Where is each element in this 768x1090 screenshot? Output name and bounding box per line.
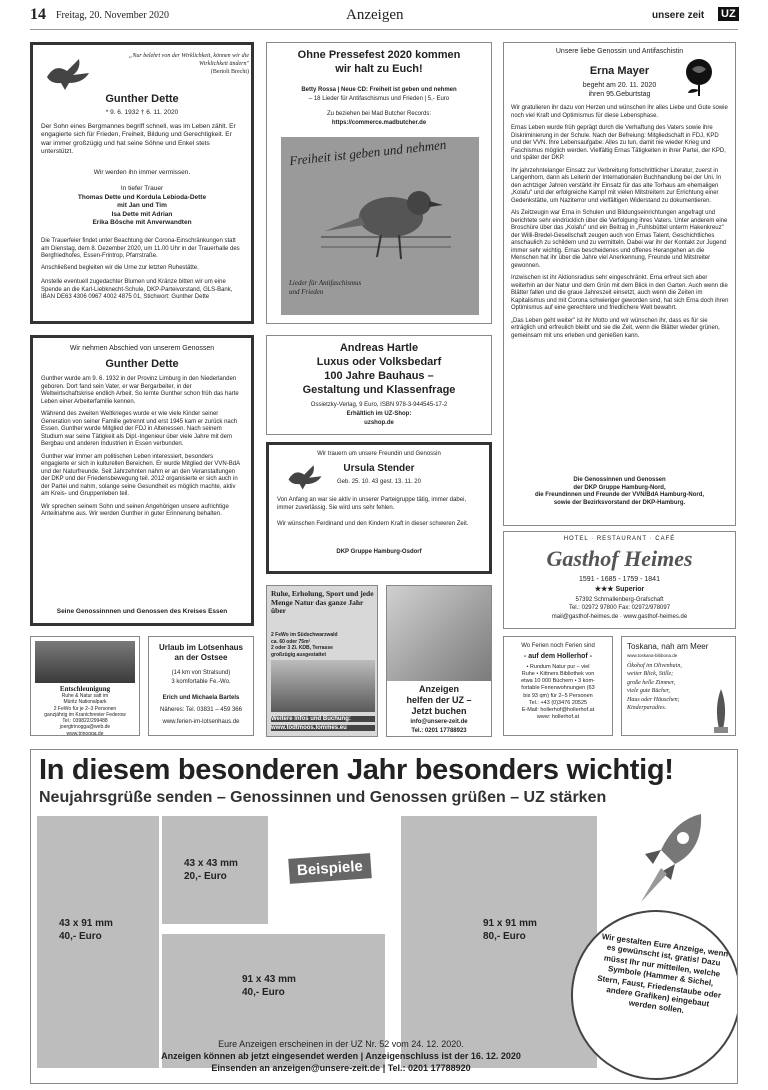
hotel-address: 57392 Schmallenberg-Grafschaft [575,597,664,603]
newspaper-photo [387,586,492,681]
ad-uz-booking [386,585,492,737]
issue-date: Freitag, 20. November 2020 [56,10,170,21]
ad-title: - auf dem Hollerhof - [523,653,593,660]
box-size: 91 x 43 mm [242,974,296,985]
rocket-icon [631,810,711,910]
book-title-3: Gestaltung und Klassenfrage [302,384,456,396]
publisher-line: Ossietzky-Verlag, 9 Euro, ISBN 978-3-944545-17-2 [310,402,448,408]
obituary-gunther-dette-family [30,42,254,324]
cypress-tree-icon [710,689,732,733]
life-dates: Geb. 25. 10. 43 gest. 13. 11. 20 [337,479,421,485]
booking-line-3: Jetzt buchen [411,706,467,716]
ad-book-hartle [266,335,492,435]
birthday-line-2: ihren 95.Geburtstag [588,91,651,98]
obituary-body: Gunther wurde am 9. 6. 1932 in der Provinz Limburg in den Niederlanden geboren. Dort fand sein Vater, er war Bergarbeiter, in der Weltwirtschaftskrise endlich Arbeit. So lernte Gunther schon früh das harte Leben einer Arbeiterfamilie kennen. Während des zweiten Weltkrieges wurde er wie viele Kinder seiner Generation von seiner Familie getrennt und erst 1945 kam er zurück nach Essen. Gunther wurde Mitglied der FDJ in Altenessen. Nach seinem Studium war seine Tätigkeit als Dipl.-Ingenieur über viele Jahre mit dem Bergbau und anderen Industrien in Essen verbunden. Gunther war immer am politischen Leben interessiert, besonders engagierte er sich in kulturellen Bereichen. Er wurde Mitglied der VVN-BdA und der Naturfreunde. Seit Jahrzehnten nahm er an den Veranstaltungen der DKP und der Friedensbewegung teil. 2012 organisierte er sich auch in der Partei und nahm, solange seine Gesundheit es möglich machte, aktiv am Kreis- und Gruppenleben teil. Wir sprechen seinem Sohn und seinen Angehörigen unsere aufrichtige Anteilnahme aus. Wir werden Gunther in guter Erinnerung behalten. [41,376,240,517]
booking-line-2: helfen der UZ – [406,695,472,705]
hotel-name: Gasthof Heimes [546,546,693,571]
ad-title-1: Urlaub im Lotsenhaus [158,643,243,652]
urn-info: Anschließend begleiten wir die Urne zur letzten Ruhestätte. [41,265,199,271]
ad-pressefest-cd [266,42,492,324]
ad-todtmoos [266,585,378,737]
donation-info: Anstelle eventuell zugedachter Blumen und Kränze bitten wir um eine Spende an die Karl-Liebknecht-Schule, DKP-Parteivorstand, GLS-Bank, IBAN DE63 4306 0967 4002 4875 01, Stichwort: Gunther Dette [41,279,233,300]
example-box-43x91 [37,816,159,1068]
hotel-years: 1591 - 1685 - 1759 - 1841 [579,576,660,583]
ad-title: Toskana, nah am Meer [627,642,709,651]
book-author: Andreas Hartle [339,342,419,354]
lake-photo [35,641,135,683]
hotel-stars: ★★★ Superior [594,586,645,593]
cd-line: Betty Rossa | Neue CD: Freiheit ist geben und nehmen [301,87,457,93]
cd-cover-image [281,137,479,315]
promo-footer [101,1038,581,1074]
box-price: 40,- Euro [242,987,285,998]
box-size: 91 x 91 mm [483,918,537,929]
greeting-signature: Die Genossinnen und Genossen der DKP Gruppe Hamburg-Nord, die Freundinnen und Freunde der VVN/BdA Hamburg-Nord, sowie der Bezirksvorstand der DKP-Hamburg. [534,477,705,506]
footer-issue: Eure Anzeigen erscheinen in der UZ Nr. 52 vom 24. 12. 2020. [218,1039,464,1049]
ad-neujahrsgruesse [30,749,738,1084]
mourning-line: In tiefer Trauer [120,185,164,192]
honoree-name: Erna Mayer [589,65,650,77]
obituary-text: Der Sohn eines Bergmannes begriff schnell, was im Leben zählt. Er engagierte sich für Frieden, Freiheit, Bildung und Gerechtigkeit. Er war immer großzügig und hat seine Söhne und Enkel stets unterstützt. [41,123,236,156]
booking-email[interactable]: info@unsere-zeit.de [410,719,468,725]
deceased-name: Gunther Dette [105,93,179,105]
ad-info: Weitere Infos und Buchung: [271,716,375,722]
ad-entschleunigung [30,636,140,736]
brecht-quote: „Nur belehrt von der Wirklichkeit, können wir die Wirklichkeit ändern" [129,53,249,67]
birthday-line-1: begeht am 20. 11. 2020 [582,82,657,89]
cover-title: Freiheit ist geben und nehmen [288,137,447,169]
cover-subtitle: Lieder für Antifaschismus und Frieden [289,279,362,297]
obituary-gunther-dette-party [30,335,254,626]
greeting-erna-mayer [503,42,736,526]
ad-toskana [621,636,736,736]
ad-details: Ruhe & Natur satt im Müritz Nationalpark 2 FeWo für je 2–3 Personen ganzjährig im Kranichrevier Federow Tel.: 039822/299488 joergtrinogga@web.de www.trinogga.de [44,693,126,736]
brand-name: unsere zeit [652,10,705,21]
ad-rooms: 3 komfortable Fe.-Wo. [171,679,231,685]
ad-details: • Rundum Natur pur – viel Ruhe • Kittners Bibliothek von etwa 10 000 Büchern • 3 kom- fortable Ferienwohnungen (63 bis 93 qm) für 2–5 Personen Tel.: +43 (0)3476 20525 E-Mail: hollerhof@hollerhof.at www: hollerhof.at [521,664,595,720]
ad-gasthof-heimes [503,531,736,629]
ad-names: Erich und Michaela Bartels [162,695,240,701]
condolence-text: Wir wünschen Ferdinand und den Kindern Kraft in dieser schweren Zeit. [277,521,469,527]
intro-line: Unsere liebe Genossin und Antifaschistin [555,48,684,55]
ad-headline: Ruhe, Erholung, Sport und jede Menge Natur das ganze Jahr über [271,589,374,616]
rose-icon [680,57,718,97]
ad-details: 2 FeWo im Südschwarzwald ca. 60 oder 75m² 2 oder 3 Zi. KDB, Terrasse großzügig ausgestattet [271,632,338,658]
ad-distance: (14 km von Stralsund) [171,670,231,676]
ad-tagline: Wo Ferien noch Ferien sind [521,643,595,649]
box-price: 20,- Euro [184,871,227,882]
ad-phone: Näheres: Tel. 03831 – 459 366 [160,707,242,713]
footer-contact[interactable]: Einsenden an anzeigen@unsere-zeit.de | Tel.: 0201 17788920 [211,1063,471,1074]
example-box-43x43 [162,816,268,924]
box-price: 80,- Euro [483,931,526,942]
ad-title: Entschleunigung [59,685,111,693]
ad-url[interactable]: www.todtmoos.lommes.eu [271,725,375,731]
book-title-2: 100 Jahre Bauhaus – [324,370,434,382]
ad-url[interactable]: www.ferien-im-lotsenhaus.de [162,719,240,725]
landscape-photo [271,660,375,712]
vendor-link[interactable]: https://commerce.madbutcher.de [331,120,427,126]
ad-details: Ökohof im Olivenhain, weiter Blick, Stille; große helle Zimmer, viele gute Bücher, Haus oder Häuschen; Kinderparadies. [627,663,682,711]
ad-lotsenhaus [148,636,254,736]
ad-hollerhof [503,636,613,736]
obituary-ursula-stender [266,442,492,574]
example-box-91x91 [401,816,597,1068]
promo-headline: In diesem besonderen Jahr besonders wichtig! [39,754,674,786]
ad-url[interactable]: www.toskana-bibbona.de [627,653,678,658]
hotel-phone: Tel.: 02972 97800 Fax: 02972/978097 [568,605,671,611]
obituary-signature: Seine Genossinnnen und Genossen des Kreises Essen [56,608,228,615]
ad-title-2: an der Ostsee [174,653,228,662]
shop-line: Erhältlich im UZ-Shop: [346,411,412,417]
section-title: Anzeigen [346,7,404,23]
shop-link[interactable]: uzshop.de [364,420,394,426]
obituary-signature: DKP Gruppe Hamburg-Osdorf [336,549,422,555]
deceased-name: Gunther Dette [105,358,179,370]
ad-title: Ohne Pressefest 2020 kommen wir halt zu Euch! [297,49,461,75]
greeting-body: Wir gratulieren ihr dazu von Herzen und wünschen ihr alles Liebe und Gute sowie noch viel Kraft und Optimismus für diese Lebensphase. Ernas Leben wurde früh geprägt durch die Verhaftung des Vaters sowie ihre Diskriminierung in der Schule. Nach der Befreiung: Mitgliedschaft in FDJ, KPD und der VVN. Ihre Lebensaufgabe: Alles zu tun, damit nie wieder Krieg und Faschismus möglich werden. Vielfältig Ernas Tätigkeiten in ihrer Partei, der KPD, und später der DKP. Ihr jahrzehntelanger Einsatz zur Verbreitung fortschrittlicher Literatur, zuerst in Langenhorn, dann als Leiterin der Internationalen Buchhandlung bei der Uni. In den achtziger Jahren verstärkt ihr Einsatz für das alte Torhaus am ehemaligen „Kolafu" und der erfolgreiche Kampf mit vielen Mitstreitern zur Errichtung einer Gedenkstätte, um Naziterror und vielfältigen Widerstand zu dokumentieren. Als Zeitzeugin war Erna in Schulen und Bildungseinrichtungen angefragt und berichtete sehr eindrücklich über die Verfolgung ihres Vaters. Unter anderem eine Broschüre über das „Kolafu" und ein Beitrag in „Fuhlsbüttel unterm Hakenkreuz" der Willi-Bredel-Gesellschaft zeugen auch von Ernas Talent, Geschichtliches anschaulich zu schildern und zu vermitteln. Dabei war ihr der Kontakt zur Jugend immer sehr wichtig. Ernas bescheidenes und offenes Herangehen an die Menschen hat ihr über die Jahre viel Anerkennung, Freunde und Mitstreiter gewonnen. Inzwischen ist ihr Aktionsradius sehr eingeschränkt. Erna erfreut sich aber weiterhin an der Natur und dem Grün mit dem Blick in den Garten. Auch wenn die Blätter fallen und die graue Jahreszeit einsetzt, auch wenn die Zeiten im Kapitalismus und mit Corona schwieriger geworden sind, hat sich Erna doch ihren Optimismus auf eine gerechtere und friedlichere Welt bewahrt. „Das Leben geht weiter" ist ihr Motto und wir wünschen ihr, dass es für sie erträglich und erfreulich bleibt und sie die Zeit, wenn die Blätter wieder grünen, gemeinsam mit uns erleben und genießen kann. [511,105,729,339]
free-design-text: Wir gestalten Eure Anzeige, wenn es gewünscht ist, gratis! Dazu müsst Ihr nur mitteilen, welche Symbole (Hammer & Sichel, Stern, Faust, Friedenstaube oder andere Grafiken) eingebaut werden sollen. [596,931,729,1016]
life-dates: * 9. 6. 1932 † 6. 11. 2020 [105,109,179,116]
footer-deadline: Anzeigen können ab jetzt eingesendet werden | Anzeigenschluss ist der 16. 12. 2020 [161,1051,521,1062]
dove-icon [45,57,91,91]
booking-line-1: Anzeigen [418,684,459,694]
mourners-list: Thomas Dette und Kordula Lebioda-Dette mit Jan und Tim Isa Dette mit Adrian Erika Bösche mit Anverwandten [77,194,207,227]
brand-logo: UZ [718,7,739,21]
remember-line: Wir werden ihn immer vermissen. [93,169,191,176]
book-title-1: Luxus oder Volksbedarf [316,356,442,368]
box-size: 43 x 43 mm [184,858,238,869]
obituary-text: Von Anfang an war sie aktiv in unserer Parteigruppe tätig, immer dabei, immer zuverlässig. Sie wird uns sehr fehlen. [277,497,467,511]
cd-desc: – 18 Lieder für Antifaschismus und Frieden | 5,- Euro [308,96,450,102]
quote-author: (Bertolt Brecht) [210,69,249,75]
bird-illustration [321,167,451,287]
intro-line: Wir trauern um unsere Freundin und Genossin [317,451,441,457]
funeral-info: Die Trauerfeier findet unter Beachtung der Corona-Einschränkungen statt am Dienstag, dem 8. Dezember 2020, um 11.00 Uhr in der Trauerhalle des Bergfriedhofes, Essen-Frintrop, Pfarrstraße. [41,238,240,259]
hotel-contact[interactable]: mail@gasthof-heimes.de · www.gasthof-heimes.de [551,614,688,620]
deceased-name: Ursula Stender [343,463,415,474]
box-price: 40,- Euro [59,931,102,942]
page-number: 14 [30,6,46,23]
promo-subline: Neujahrsgrüße senden – Genossinnen und Genossen grüßen – UZ stärken [39,789,607,806]
vendor-line: Zu beziehen bei Mad Butcher Records: [326,111,432,117]
box-size: 43 x 91 mm [59,918,113,929]
page-header [30,6,738,30]
intro-line: Wir nehmen Abschied von unserem Genossen [69,345,215,352]
examples-label: Beispiele [288,853,371,884]
booking-phone: Tel.: 0201 17788923 [411,728,467,734]
hotel-tagline: HOTEL · RESTAURANT · CAFÉ [563,536,676,542]
